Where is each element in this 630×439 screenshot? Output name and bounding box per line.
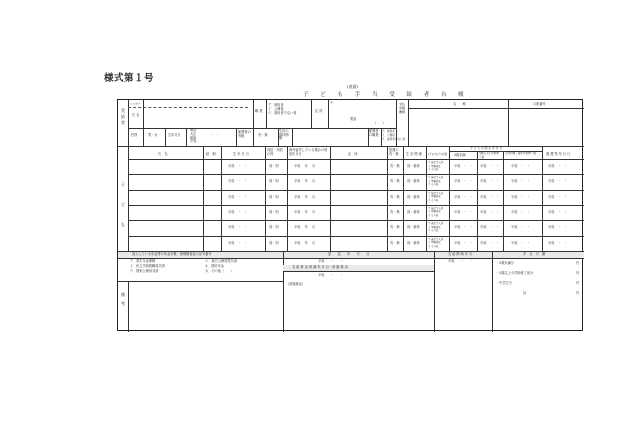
child-status-a[interactable]: ア 施設等入所	[428, 191, 444, 195]
change-header: 支 給 事 由 消 滅 年 月 日・消 滅 事 由	[292, 265, 348, 269]
child-birth-cell[interactable]: 平成 ・ ・	[228, 194, 248, 199]
child-status-a[interactable]: ア 施設等入所	[428, 161, 444, 164]
remarks-label: 備 考	[121, 292, 129, 306]
child-status-c[interactable]: ウ その他	[428, 183, 439, 187]
spouse-label: 配偶者の有無	[238, 130, 251, 138]
payment-name-field[interactable]	[409, 109, 507, 145]
child-birth-cell[interactable]: 平成 ・ ・	[228, 179, 248, 184]
child-period-cell[interactable]: 平成 ・ ・	[548, 225, 568, 230]
spouse-occupation-option-a: ア．被用者	[382, 130, 395, 133]
gender-label: 性別	[131, 133, 138, 137]
child-status-b[interactable]: イ 里親委託	[428, 225, 441, 229]
child-support-header: 生 計 関 係	[406, 152, 422, 156]
child-period-cell[interactable]: 平成 ・ ・	[548, 240, 568, 245]
child-status-a[interactable]: ア 施設等入所	[428, 222, 444, 226]
spouse-info-field[interactable]	[293, 129, 367, 145]
child-status-c[interactable]: ウ その他	[428, 168, 439, 171]
remarks-field[interactable]	[129, 282, 282, 331]
child-ex-cell[interactable]: 平成 年 月	[294, 194, 316, 199]
child-count1-cell[interactable]: 平成 ・ ・	[454, 225, 474, 230]
child-row-divider	[128, 190, 584, 191]
birth-date[interactable]: ・ ・	[210, 133, 220, 137]
child-birth-cell[interactable]: 平成 ・ ・	[228, 164, 248, 168]
pension-header: 加入している年金等の年金手帳・被保険者証の記号番号	[132, 251, 212, 256]
payment-account-header: 口座番号	[533, 102, 546, 106]
child-guardian-cell[interactable]: 有・無	[390, 240, 400, 245]
pension-option-b: イ．私立学校教職員共済	[130, 264, 165, 268]
phone-label: 電話	[350, 117, 357, 121]
amount-unit-total: 円	[576, 291, 580, 295]
child-support-cell[interactable]: 同・維持	[407, 164, 420, 168]
pension-option-a: ア．厚生年金保険	[130, 259, 156, 263]
child-birth-cell[interactable]: 平成 ・ ・	[228, 225, 248, 230]
child-counts-group-header: 子 ど も の 認 定 年 月 日	[470, 146, 503, 150]
child-count1-cell[interactable]: 平成 ・ ・	[454, 179, 474, 184]
child-count3-cell[interactable]: 平成 ・ ・	[511, 225, 531, 230]
child-cohabit-cell[interactable]: 同・別	[269, 209, 279, 214]
occupation-option-c: ウ．被用者でない者	[268, 111, 297, 115]
form-number: 様式第１号	[104, 73, 155, 84]
child-support-cell[interactable]: 同・維持	[407, 194, 420, 199]
child-cohabit-cell[interactable]: 同・別	[269, 179, 279, 184]
child-support-cell[interactable]: 同・維持	[407, 240, 420, 245]
child-ex-cell[interactable]: 平成 年 月	[294, 164, 316, 168]
child-period-cell[interactable]: 平成 ・ ・	[548, 194, 568, 199]
name-field[interactable]	[144, 101, 252, 127]
payment-start[interactable]: 平成 ・ ・	[448, 259, 474, 263]
spouse-occupation-option-b: イ．公務員	[382, 134, 395, 137]
child-birth-cell[interactable]: 平成 ・ ・	[228, 240, 248, 245]
amount-unit-1: 円	[576, 261, 580, 265]
era-options[interactable]: 明治 大正 昭和 平成	[190, 128, 197, 144]
child-count2-cell[interactable]: 平成 ・ ・	[480, 164, 500, 168]
child-status-b[interactable]: イ 里親委託	[428, 210, 441, 214]
child-status-c[interactable]: ウ その他	[428, 244, 439, 248]
recognition-date[interactable]: 平成 ・ ・	[318, 259, 344, 263]
child-count3-cell[interactable]: 平成 ・ ・	[511, 179, 531, 184]
child-cohabit-cell[interactable]: 同・別	[269, 240, 279, 245]
spouse-occupation-option-c: ウ．被用者でない者	[382, 138, 406, 141]
child-birth-cell[interactable]: 平成 ・ ・	[228, 209, 248, 214]
gender-options[interactable]: 男・女	[148, 133, 158, 137]
child-guardian-cell[interactable]: 有・無	[390, 225, 400, 230]
spouse-occupation-label: 配偶者の職業	[369, 129, 379, 137]
child-cohabit-cell[interactable]: 同・別	[269, 194, 279, 199]
child-support-cell[interactable]: 同・維持	[407, 209, 420, 214]
amount-row-1: ・3歳未満分	[496, 261, 514, 265]
child-count3-cell[interactable]: 平成 ・ ・	[511, 164, 531, 168]
child-status-b[interactable]: イ 里親委託	[428, 179, 441, 183]
child-period-cell[interactable]: 平成 ・ ・	[548, 209, 568, 214]
child-row-divider	[128, 174, 584, 175]
recipient-section-label: 受給者	[121, 108, 125, 125]
amount-total-label: 計	[523, 291, 527, 295]
children-section-label: 子 ど も	[121, 182, 125, 227]
child-status-c[interactable]: ウ その他	[428, 198, 439, 202]
child-count3-cell[interactable]: 平成 ・ ・	[511, 209, 531, 214]
spouse-options[interactable]: 有・無	[258, 133, 268, 137]
child-status-b[interactable]: イ 里親委託	[428, 241, 441, 244]
child-status-a[interactable]: ア 施設等入所	[428, 206, 444, 210]
payment-start-header: 支 給 開 始 年 月	[448, 251, 473, 256]
recognition-header: 認 定 年 月 日	[328, 251, 370, 256]
child-ex-header: 海外留学している場合の別居年月日	[289, 148, 328, 156]
child-count2-cell[interactable]: 平成 ・ ・	[480, 179, 500, 184]
child-count3-header: 小学校修了後中学校修了前	[505, 152, 537, 155]
occupation-option-b: イ．公務員	[268, 107, 284, 111]
child-guardian-cell[interactable]: 有・無	[390, 194, 400, 199]
name-label: 氏 名	[132, 113, 140, 117]
child-count2-cell[interactable]: 平成 ・ ・	[480, 240, 500, 245]
child-ex-cell[interactable]: 平成 年 月	[294, 225, 316, 230]
child-count1-cell[interactable]: 平成 ・ ・	[454, 194, 474, 199]
child-ex-cell[interactable]: 平成 年 月	[294, 240, 316, 245]
child-status-b[interactable]: イ 里親委託	[428, 164, 441, 168]
change-reason[interactable]: （消滅事由）	[286, 282, 306, 286]
child-guardian-cell[interactable]: 有・無	[390, 209, 400, 214]
child-cohabit-cell[interactable]: 同・別	[269, 164, 279, 168]
birth-label: 生年月日	[168, 133, 181, 137]
child-ex-cell[interactable]: 平成 年 月	[294, 179, 316, 184]
child-support-cell[interactable]: 同・維持	[407, 179, 420, 184]
child-count1-cell[interactable]: 平成 ・ ・	[454, 164, 474, 168]
amount-header: 手 当 月 額	[523, 251, 546, 256]
child-birth-header: 生 年 月 日	[233, 152, 249, 156]
pension-option-d: エ．地方公務員等共済	[205, 259, 237, 263]
pension-option-f: カ．その他（ ）	[205, 269, 234, 273]
child-status-a[interactable]: ア 施設等入所	[428, 237, 444, 241]
child-guardian-header: 監護の有・無	[389, 148, 399, 156]
child-status-b[interactable]: イ 里親委託	[428, 195, 441, 199]
amount-row-3: ・中学生分	[496, 281, 512, 285]
child-count3-cell[interactable]: 平成 ・ ・	[511, 240, 531, 245]
child-status-c[interactable]: ウ その他	[428, 213, 439, 217]
child-cohabit-cell[interactable]: 同・別	[269, 225, 279, 230]
child-count1-header: 3歳未満	[454, 153, 466, 157]
amount-unit-2: 円	[576, 271, 580, 275]
pension-option-e: オ．国民年金	[205, 264, 224, 268]
child-count1-cell[interactable]: 平成 ・ ・	[454, 240, 474, 245]
child-status-c[interactable]: ウ その他	[428, 229, 439, 233]
child-row-divider	[128, 220, 584, 221]
form-side-label: (表面)	[347, 84, 359, 89]
child-count2-cell[interactable]: 平成 ・ ・	[480, 225, 500, 230]
child-count2-cell[interactable]: 平成 ・ ・	[480, 194, 500, 199]
child-period-cell[interactable]: 平成 ・ ・	[548, 164, 568, 168]
child-status-a[interactable]: ア 施設等入所	[428, 176, 444, 180]
occupation-label: 職 業	[255, 109, 263, 113]
child-status-header: (ア)(イ)(ウ)の別	[428, 153, 448, 156]
pension-option-c: ウ．国家公務員共済	[130, 269, 159, 273]
child-guardian-cell[interactable]: 有・無	[390, 179, 400, 184]
occupation-option-a: ア．被用者	[268, 103, 284, 107]
child-row-divider	[128, 205, 584, 206]
child-address-header: 住 所	[348, 152, 358, 156]
child-row-divider	[128, 236, 584, 237]
child-count1-cell[interactable]: 平成 ・ ・	[454, 209, 474, 214]
child-cohabit-header: 同居・別居の別	[267, 148, 283, 156]
spouse-info-label: 生計の維持関係	[279, 129, 289, 141]
child-support-cell[interactable]: 同・維持	[407, 225, 420, 230]
child-name-header: 氏 名	[158, 152, 168, 156]
address-field[interactable]	[329, 101, 395, 117]
child-period-header: 養 護 等 年 月 日	[546, 152, 571, 156]
child-guardian-cell[interactable]: 有・無	[390, 164, 400, 168]
change-date[interactable]: 平成 ・ ・	[318, 273, 344, 277]
furigana-label: フリガナ	[130, 103, 141, 106]
payment-section-label: 支払金融機関	[399, 102, 406, 114]
child-count2-cell[interactable]: 平成 ・ ・	[480, 209, 500, 214]
child-period-cell[interactable]: 平成 ・ ・	[548, 179, 568, 184]
amount-unit-3: 円	[576, 281, 580, 285]
address-label: 住 所	[315, 109, 323, 113]
child-ex-cell[interactable]: 平成 年 月	[294, 209, 316, 214]
payment-name-header: 名 称	[453, 102, 466, 106]
phone-parens: （ ）	[373, 121, 386, 125]
ledger-sheet	[117, 99, 583, 331]
child-count3-cell[interactable]: 平成 ・ ・	[511, 194, 531, 199]
postal-mark: 〒	[330, 101, 334, 105]
child-count2-header: 3歳以上小学校修了前	[479, 152, 499, 159]
payment-account-field[interactable]	[509, 109, 583, 145]
form-title: 子 ど も 手 当 受 給 者 台 帳	[303, 92, 469, 98]
amount-row-2: ・3歳以上小学校修了前分	[496, 271, 534, 275]
child-relation-header: 続 柄	[206, 152, 216, 156]
